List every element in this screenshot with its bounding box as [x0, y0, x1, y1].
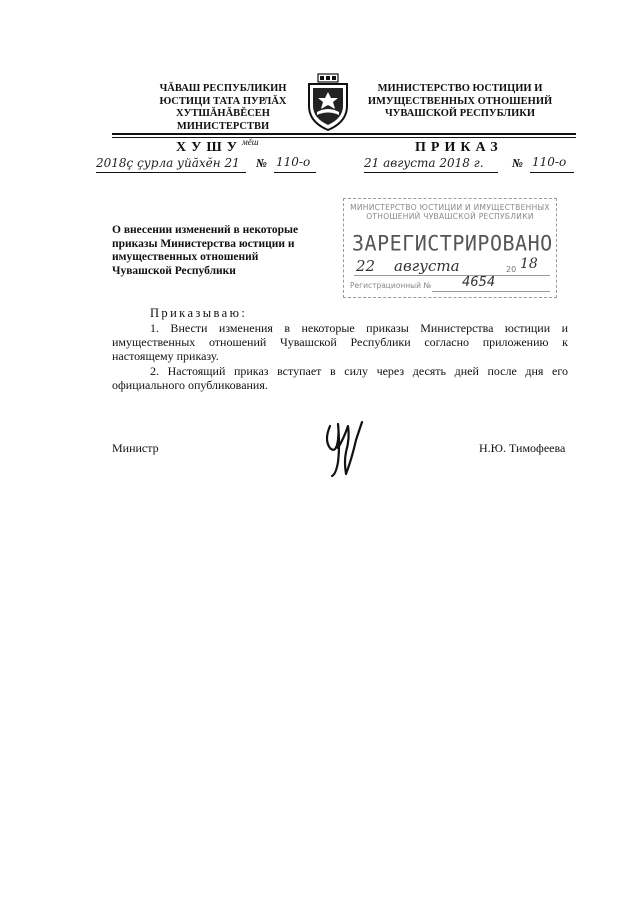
number-underline	[530, 172, 574, 173]
stamp-number-underline	[432, 291, 550, 292]
stamp-number-row	[350, 275, 550, 293]
number-underline	[274, 172, 316, 173]
stamp-header: МИНИСТЕРСТВО ЮСТИЦИИ И ИМУЩЕСТВЕННЫХ ОТНОШЕНИЙ ЧУВАШСКОЙ РЕСПУБЛИКИ	[350, 203, 550, 221]
number-sign: №	[512, 156, 523, 170]
header-left-line: МИНИСТЕРСТВИ	[176, 120, 270, 132]
header-divider-thin	[112, 137, 576, 138]
stamp-date-underline	[354, 275, 550, 276]
header-left-line: ХУТШĂНĂВĔСЕН	[176, 108, 270, 119]
signatory-name: Н.Ю. Тимофеева	[479, 441, 566, 455]
stamp-number: 4654	[462, 275, 496, 290]
stamp-month: августа	[394, 257, 460, 275]
stamp-date	[354, 256, 550, 279]
date-number-chuvash	[96, 156, 318, 174]
order-number-chuvash: 110-о	[276, 155, 311, 169]
stamp-number-label: Регистрационный №	[350, 281, 432, 290]
doc-type-russian: ПРИКАЗ	[415, 140, 503, 155]
order-subject: О внесении изменений в некоторые приказы Министерства юстиции и имущественных отношений Чувашской Республики	[112, 224, 299, 277]
order-number-russian: 110-о	[532, 155, 567, 169]
header-left-line: ЮСТИЦИ ТАТА ПУРЛĂХ	[159, 95, 287, 107]
signatory-title: Министр	[112, 441, 159, 455]
stamp-registered-label: ЗАРЕГИСТРИРОВАНО	[352, 230, 553, 256]
order-body	[112, 306, 568, 392]
doc-type-chuvash-text: ХУШУ	[176, 140, 243, 155]
date-underline	[364, 172, 498, 173]
handwritten-signature-icon	[322, 418, 366, 480]
stamp-year-suffix: 18	[520, 256, 538, 272]
order-item-1: 1. Внести изменения в некоторые приказы Министерства юстиции и имущественных отношений Чувашской Республики согласно приложению к настоящему приказу.	[112, 321, 568, 363]
stamp-day: 22	[356, 257, 376, 275]
header-right-line: МИНИСТЕРСТВО ЮСТИЦИИ И	[377, 83, 543, 94]
order-item-2: 2. Настоящий приказ вступает в силу через десять дней после дня его официального опубликования.	[112, 364, 568, 392]
date-number-russian	[364, 156, 574, 174]
number-sign: №	[256, 156, 267, 170]
chuvash-emblem-icon	[305, 72, 351, 132]
header-russian-name	[360, 83, 560, 121]
header-right-line: ИМУЩЕСТВЕННЫХ ОТНОШЕНИЙ	[367, 95, 553, 107]
stamp-year-prefix: 20	[506, 265, 517, 274]
header-left-line: ЧĂВАШ РЕСПУБЛИКИН	[159, 83, 287, 94]
header-chuvash-name	[148, 83, 298, 133]
order-directive: Приказываю:	[150, 306, 248, 320]
date-underline	[96, 172, 246, 173]
date-chuvash-handwritten: 2018ç çурла уйăхĕн 21	[96, 156, 240, 170]
doc-type-chuvash-suffix: мĕш	[242, 137, 259, 147]
date-russian-handwritten: 21 августа 2018 г.	[364, 156, 484, 170]
doc-type-chuvash	[176, 137, 259, 156]
header-right-line: ЧУВАШСКОЙ РЕСПУБЛИКИ	[384, 108, 536, 119]
registration-stamp	[343, 198, 557, 298]
header-divider	[112, 133, 576, 135]
